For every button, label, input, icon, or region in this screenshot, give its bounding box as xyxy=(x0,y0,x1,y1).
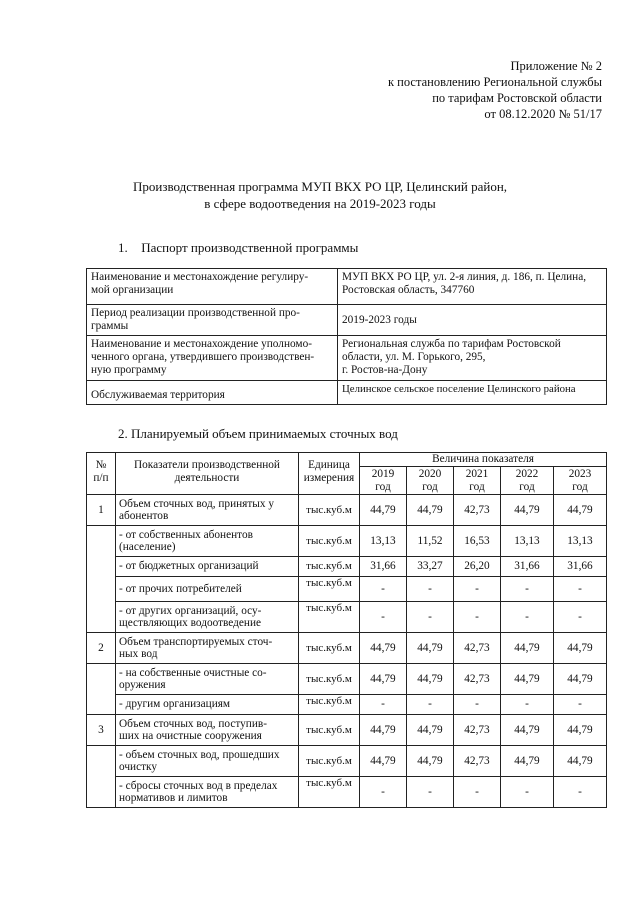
row-value: 33,27 xyxy=(407,557,454,577)
text-line: - от бюджетных организаций xyxy=(119,560,259,573)
row-value: 44,79 xyxy=(360,746,407,777)
text-line: ную программу xyxy=(91,364,167,376)
appendix-line: от 08.12.2020 № 51/17 xyxy=(484,107,602,121)
text-line: оружения xyxy=(119,679,166,691)
row-value: - xyxy=(407,777,454,808)
row-indicator xyxy=(116,526,299,557)
row-number xyxy=(87,664,116,715)
passport-row xyxy=(87,305,607,336)
row-value: 44,79 xyxy=(407,495,454,526)
volume-body xyxy=(87,495,607,808)
text-line: деятельности xyxy=(174,471,240,484)
row-value: 44,79 xyxy=(407,633,454,664)
passport-label xyxy=(87,305,338,336)
section-2-heading: 2. Планируемый объем принимаемых сточных вод xyxy=(118,426,398,441)
row-value: - xyxy=(554,577,607,602)
text-line: Объем транспортируемых сточ- xyxy=(119,635,273,648)
text-line: 2019-2023 годы xyxy=(342,313,417,326)
row-unit: тыс.куб.м xyxy=(299,557,360,577)
text-line: ществляющих водоотведение xyxy=(119,617,262,629)
passport-value xyxy=(338,336,607,381)
text-line: год xyxy=(519,480,535,493)
row-value: - xyxy=(454,695,501,715)
row-value: - xyxy=(360,577,407,602)
row-value: - xyxy=(554,777,607,808)
text-line: МУП ВКХ РО ЦР, ул. 2-я линия, д. 186, п. Целина, xyxy=(342,271,587,283)
appendix-line: по тарифам Ростовской области xyxy=(432,91,602,105)
row-value: 44,79 xyxy=(360,664,407,695)
passport-row xyxy=(87,269,607,305)
text-line: 2022 xyxy=(515,468,539,480)
row-value: 42,73 xyxy=(454,664,501,695)
table-row xyxy=(87,777,607,808)
table-row xyxy=(87,715,607,746)
text-line: - от прочих потребителей xyxy=(119,582,242,595)
appendix-line: Приложение № 2 xyxy=(510,59,602,73)
text-line: - от собственных абонентов xyxy=(119,528,253,541)
row-value: 44,79 xyxy=(501,715,554,746)
row-number xyxy=(87,746,116,808)
row-value: 42,73 xyxy=(454,633,501,664)
row-value: - xyxy=(501,577,554,602)
table-row xyxy=(87,664,607,695)
text-line: № xyxy=(95,459,107,471)
passport-label xyxy=(87,336,338,381)
text-line: - от других организаций, осу- xyxy=(119,604,262,617)
table-row xyxy=(87,633,607,664)
table-row xyxy=(87,495,607,526)
text-line: Целинское сельское поселение Целинского района xyxy=(342,383,576,395)
appendix-line: к постановлению Региональной службы xyxy=(387,75,602,89)
row-indicator xyxy=(116,715,299,746)
text-line: - другим организациям xyxy=(119,698,231,711)
header-group: Величина показателя xyxy=(360,453,607,467)
title-line: Производственная программа МУП ВКХ РО ЦР, Целинский район, xyxy=(132,179,508,194)
text-line: граммы xyxy=(91,320,129,332)
header-num xyxy=(87,453,116,495)
passport-label xyxy=(87,381,338,405)
text-line: год xyxy=(572,480,588,493)
row-unit: тыс.куб.м xyxy=(299,715,360,746)
document-title xyxy=(0,178,640,212)
row-value: - xyxy=(407,602,454,633)
row-value: - xyxy=(454,602,501,633)
table-row xyxy=(87,602,607,633)
header-year xyxy=(454,467,501,495)
row-indicator xyxy=(116,557,299,577)
row-value: - xyxy=(407,695,454,715)
text-line: Ростовская область, 347760 xyxy=(342,284,475,296)
row-value: 44,79 xyxy=(360,715,407,746)
row-number xyxy=(87,526,116,633)
row-unit: тыс.куб.м xyxy=(299,777,360,808)
text-line: Показатели производственной xyxy=(134,459,280,471)
text-line: Обслуживаемая территория xyxy=(91,389,225,401)
row-unit: тыс.куб.м xyxy=(299,577,360,602)
header-year xyxy=(360,467,407,495)
row-indicator xyxy=(116,577,299,602)
row-number: 1 xyxy=(87,495,116,526)
row-value: 44,79 xyxy=(501,495,554,526)
row-value: 31,66 xyxy=(554,557,607,577)
text-line: год xyxy=(422,480,438,493)
row-value: 44,79 xyxy=(407,746,454,777)
row-value: 42,73 xyxy=(454,746,501,777)
passport-value xyxy=(338,381,607,405)
text-line: измерения xyxy=(303,471,355,484)
text-line: области, ул. М. Горького, 295, xyxy=(342,351,486,363)
row-unit: тыс.куб.м xyxy=(299,746,360,777)
row-value: - xyxy=(501,777,554,808)
row-value: 44,79 xyxy=(407,664,454,695)
row-value: 44,79 xyxy=(501,633,554,664)
text-line: мой организации xyxy=(91,284,174,296)
text-line: ных вод xyxy=(119,648,158,660)
row-value: 44,79 xyxy=(360,495,407,526)
text-line: нормативов и лимитов xyxy=(119,792,228,804)
section-title: Паспорт производственной программы xyxy=(141,240,359,255)
row-value: 44,79 xyxy=(554,715,607,746)
row-unit: тыс.куб.м xyxy=(299,664,360,695)
appendix-header xyxy=(388,58,602,122)
table-row xyxy=(87,695,607,715)
passport-label xyxy=(87,269,338,305)
row-value: 44,79 xyxy=(554,746,607,777)
row-indicator xyxy=(116,777,299,808)
text-line: Наименование и местонахождение уполномо- xyxy=(91,338,312,350)
passport-value xyxy=(338,305,607,336)
row-value: - xyxy=(554,602,607,633)
text-line: Наименование и местонахождение регулиру- xyxy=(91,271,309,283)
row-value: - xyxy=(501,602,554,633)
table-row xyxy=(87,526,607,557)
header-indicator xyxy=(116,453,299,495)
row-value: 42,73 xyxy=(454,715,501,746)
volume-table xyxy=(86,452,607,808)
text-line: Единица xyxy=(308,459,350,471)
header-year xyxy=(407,467,454,495)
text-line: - объем сточных вод, прошедших xyxy=(119,748,280,761)
row-value: - xyxy=(454,577,501,602)
row-value: 44,79 xyxy=(407,715,454,746)
row-value: 31,66 xyxy=(360,557,407,577)
text-line: год xyxy=(469,480,485,493)
text-line: ших на очистные сооружения xyxy=(119,730,262,742)
header-year xyxy=(501,467,554,495)
row-value: 13,13 xyxy=(360,526,407,557)
row-value: 42,73 xyxy=(454,495,501,526)
row-indicator xyxy=(116,602,299,633)
table-row xyxy=(87,746,607,777)
row-value: - xyxy=(407,577,454,602)
header-year xyxy=(554,467,607,495)
text-line: ченного органа, утвердившего производствен- xyxy=(91,351,315,363)
text-line: абонентов xyxy=(119,510,169,522)
text-line: г. Ростов-на-Дону xyxy=(342,364,428,376)
row-indicator xyxy=(116,746,299,777)
text-line: - сбросы сточных вод в пределах xyxy=(119,779,278,792)
text-line: Региональная служба по тарифам Ростовской xyxy=(342,338,561,350)
text-line: Объем сточных вод, принятых у xyxy=(119,497,275,510)
row-number: 3 xyxy=(87,715,116,746)
row-unit: тыс.куб.м xyxy=(299,633,360,664)
row-value: 44,79 xyxy=(554,633,607,664)
section-1-heading xyxy=(118,240,358,256)
text-line: п/п xyxy=(93,471,109,484)
header-row xyxy=(87,453,607,467)
row-value: 44,79 xyxy=(501,746,554,777)
header-unit xyxy=(299,453,360,495)
text-line: 2021 xyxy=(465,468,489,480)
row-value: 44,79 xyxy=(554,664,607,695)
row-value: 26,20 xyxy=(454,557,501,577)
row-number: 2 xyxy=(87,633,116,664)
row-unit: тыс.куб.м xyxy=(299,526,360,557)
row-value: 11,52 xyxy=(407,526,454,557)
text-line: очистку xyxy=(119,761,158,773)
text-line: 2023 xyxy=(568,468,592,480)
row-value: 13,13 xyxy=(501,526,554,557)
row-value: - xyxy=(554,695,607,715)
row-value: - xyxy=(454,777,501,808)
row-indicator xyxy=(116,633,299,664)
row-value: 44,79 xyxy=(360,633,407,664)
text-line: - на собственные очистные со- xyxy=(119,666,267,679)
text-line: (население) xyxy=(119,541,176,553)
passport-value xyxy=(338,269,607,305)
text-line: Период реализации производственной про- xyxy=(91,307,300,319)
row-value: 13,13 xyxy=(554,526,607,557)
passport-row xyxy=(87,336,607,381)
row-value: 44,79 xyxy=(554,495,607,526)
text-line: Объем сточных вод, поступив- xyxy=(119,717,267,730)
row-value: 44,79 xyxy=(501,664,554,695)
row-value: - xyxy=(360,602,407,633)
text-line: 2020 xyxy=(418,468,442,480)
row-unit: тыс.куб.м xyxy=(299,695,360,715)
row-value: - xyxy=(360,695,407,715)
text-line: 2019 xyxy=(371,468,395,480)
row-unit: тыс.куб.м xyxy=(299,495,360,526)
row-value: - xyxy=(501,695,554,715)
table-row xyxy=(87,557,607,577)
row-value: 16,53 xyxy=(454,526,501,557)
row-value: - xyxy=(360,777,407,808)
row-indicator xyxy=(116,664,299,695)
title-line: в сфере водоотведения на 2019-2023 годы xyxy=(204,196,436,211)
text-line: год xyxy=(375,480,391,493)
table-row xyxy=(87,577,607,602)
section-number: 1. xyxy=(118,240,128,255)
row-unit: тыс.куб.м xyxy=(299,602,360,633)
passport-row xyxy=(87,381,607,405)
passport-table xyxy=(86,268,607,405)
row-value: 31,66 xyxy=(501,557,554,577)
row-indicator xyxy=(116,495,299,526)
row-indicator xyxy=(116,695,299,715)
